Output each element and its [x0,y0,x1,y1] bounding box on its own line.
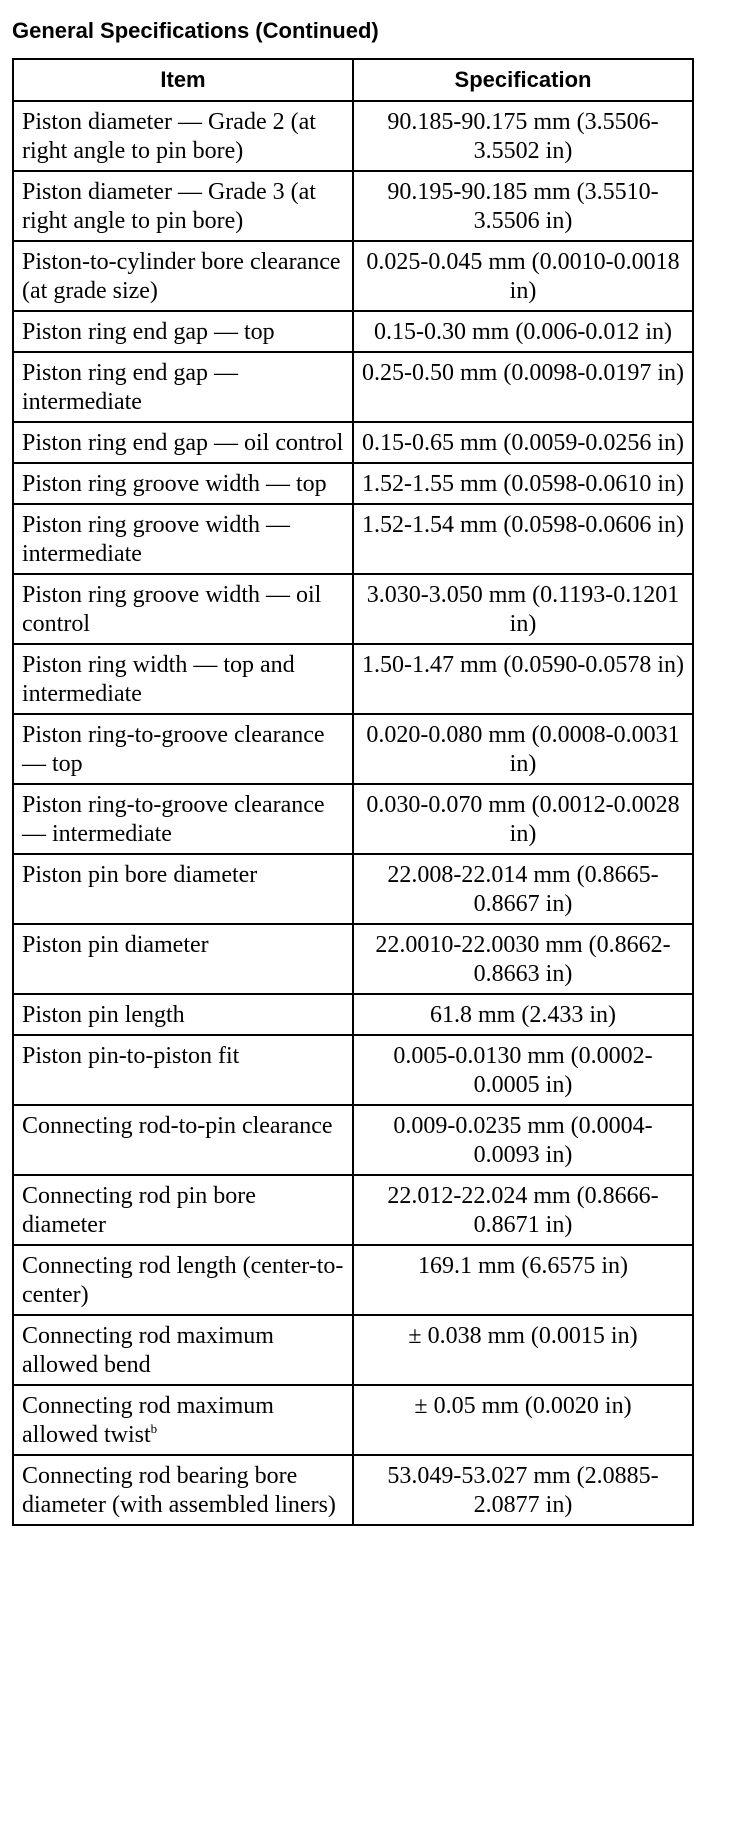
table-row [13,1245,693,1315]
specification-cell: 1.52-1.55 mm (0.0598-0.0610 in) [353,463,693,504]
table-row [13,352,693,422]
item-text: Piston diameter — Grade 3 (at right angle to pin bore) [22,179,316,234]
item-cell [13,1105,353,1175]
specification-cell: 53.049-53.027 mm (2.0885-2.0877 in) [353,1455,693,1525]
item-text: Connecting rod pin bore diameter [22,1183,256,1238]
item-text: Piston ring end gap — oil control [22,430,344,456]
item-text: Connecting rod length (center-to-center) [22,1253,344,1308]
specification-cell: 0.15-0.65 mm (0.0059-0.0256 in) [353,422,693,463]
item-text: Connecting rod maximum allowed twist [22,1393,274,1448]
table-row [13,241,693,311]
item-text: Piston diameter — Grade 2 (at right angle to pin bore) [22,109,316,164]
table-row [13,101,693,171]
item-cell [13,994,353,1035]
item-cell [13,714,353,784]
column-header-item: Item [13,59,353,101]
item-cell [13,924,353,994]
item-cell [13,504,353,574]
item-cell [13,241,353,311]
table-body [13,101,693,1525]
specification-cell: ± 0.038 mm (0.0015 in) [353,1315,693,1385]
table-row [13,422,693,463]
specification-cell: 0.025-0.045 mm (0.0010-0.0018 in) [353,241,693,311]
item-cell [13,1455,353,1525]
table-row [13,1385,693,1455]
specification-cell: 22.012-22.024 mm (0.8666-0.8671 in) [353,1175,693,1245]
specification-cell: 0.005-0.0130 mm (0.0002-0.0005 in) [353,1035,693,1105]
item-cell [13,1385,353,1455]
item-cell [13,1245,353,1315]
item-cell [13,1315,353,1385]
table-row [13,574,693,644]
item-text: Piston pin length [22,1002,185,1028]
item-text: Connecting rod bearing bore diameter (with assembled liners) [22,1463,336,1518]
specification-cell: 90.185-90.175 mm (3.5506-3.5502 in) [353,101,693,171]
item-text: Piston ring-to-groove clearance — top [22,722,325,777]
table-row [13,504,693,574]
item-text: Piston-to-cylinder bore clearance (at grade size) [22,249,341,304]
specification-cell: 169.1 mm (6.6575 in) [353,1245,693,1315]
item-text: Piston pin diameter [22,932,209,958]
specification-cell: 1.52-1.54 mm (0.0598-0.0606 in) [353,504,693,574]
item-text: Piston ring groove width — top [22,471,327,497]
item-text: Connecting rod-to-pin clearance [22,1113,333,1139]
table-row [13,1035,693,1105]
item-cell [13,352,353,422]
item-cell [13,422,353,463]
table-row [13,1315,693,1385]
specification-cell: 0.15-0.30 mm (0.006-0.012 in) [353,311,693,352]
item-cell [13,101,353,171]
table-row [13,1105,693,1175]
specification-cell: 1.50-1.47 mm (0.0590-0.0578 in) [353,644,693,714]
table-row [13,1455,693,1525]
specification-cell: 22.008-22.014 mm (0.8665-0.8667 in) [353,854,693,924]
table-header [13,59,693,101]
table-row [13,644,693,714]
spec-page [12,12,692,1526]
item-text: Piston ring width — top and intermediate [22,652,295,707]
item-text: Piston ring end gap — top [22,319,275,345]
column-header-specification: Specification [353,59,693,101]
table-row [13,854,693,924]
item-text: Connecting rod maximum allowed bend [22,1323,274,1378]
table-row [13,924,693,994]
table-row [13,994,693,1035]
item-cell [13,1175,353,1245]
specification-cell: 3.030-3.050 mm (0.1193-0.1201 in) [353,574,693,644]
item-cell [13,463,353,504]
specification-cell: 0.030-0.070 mm (0.0012-0.0028 in) [353,784,693,854]
item-cell [13,574,353,644]
item-text: Piston ring groove width — intermediate [22,512,290,567]
item-cell [13,1035,353,1105]
table-row [13,784,693,854]
specification-cell: 22.0010-22.0030 mm (0.8662-0.8663 in) [353,924,693,994]
item-text: Piston ring-to-groove clearance — intermediate [22,792,325,847]
specification-cell: 90.195-90.185 mm (3.5510-3.5506 in) [353,171,693,241]
specification-cell: 61.8 mm (2.433 in) [353,994,693,1035]
item-cell [13,854,353,924]
item-text: Piston pin bore diameter [22,862,258,888]
footnote-marker: b [150,1421,158,1436]
specification-cell: 0.020-0.080 mm (0.0008-0.0031 in) [353,714,693,784]
table-row [13,171,693,241]
header-row [13,59,693,101]
item-cell [13,644,353,714]
page-title: General Specifications (Continued) [12,18,379,43]
spec-table [12,58,694,1526]
item-cell [13,171,353,241]
table-row [13,463,693,504]
item-cell [13,784,353,854]
table-row [13,1175,693,1245]
item-text: Piston ring end gap — intermediate [22,360,238,415]
table-row [13,714,693,784]
item-text: Piston pin-to-piston fit [22,1043,240,1069]
specification-cell: 0.009-0.0235 mm (0.0004-0.0093 in) [353,1105,693,1175]
specification-cell: ± 0.05 mm (0.0020 in) [353,1385,693,1455]
item-cell [13,311,353,352]
table-row [13,311,693,352]
item-text: Piston ring groove width — oil control [22,582,322,637]
specification-cell: 0.25-0.50 mm (0.0098-0.0197 in) [353,352,693,422]
